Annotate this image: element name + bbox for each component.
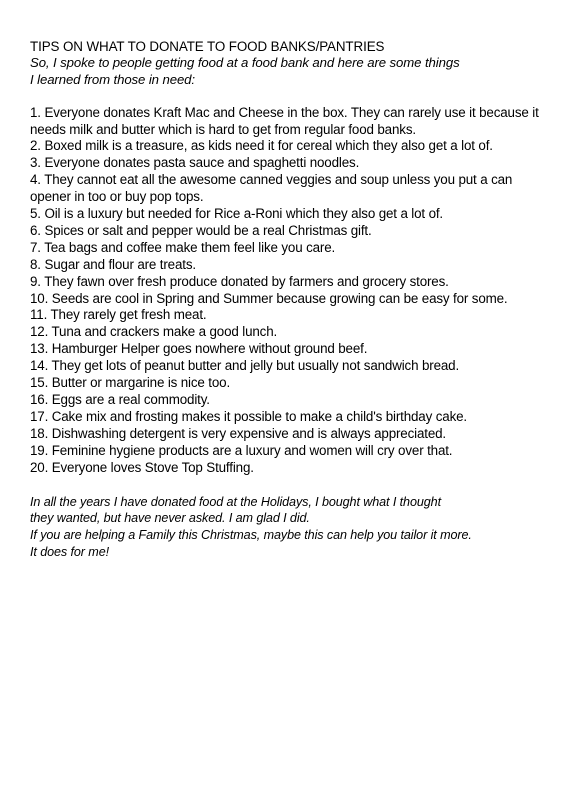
tip-item: 18. Dishwashing detergent is very expensive and is always appreciated. xyxy=(30,425,447,441)
closing-line-1: In all the years I have donated food at the Holidays, I bought what I thought xyxy=(30,494,441,509)
tip-item: 14. They get lots of peanut butter and jelly but usually not sandwich bread. xyxy=(30,358,460,374)
closing-line-3: If you are helping a Family this Christmas, maybe this can help you tailor it more. xyxy=(30,528,472,543)
tip-item: 17. Cake mix and frosting makes it possible to make a child's birthday cake. xyxy=(30,408,467,424)
closing-line-2: they wanted, but have never asked. I am glad I did. xyxy=(30,511,310,526)
tip-item: 7. Tea bags and coffee make them feel like you care. xyxy=(30,239,336,255)
intro-line-1: So, I spoke to people getting food at a food bank and here are some things xyxy=(30,55,460,70)
tip-item: 16. Eggs are a real commodity. xyxy=(30,392,210,407)
tip-item: 4. They cannot eat all the awesome canned veggies and soup unless you put a can opener in too or buy pop tops. xyxy=(30,172,513,205)
tip-item: 5. Oil is a luxury but needed for Rice a-Roni which they also get a lot of. xyxy=(30,206,444,222)
tip-item: 2. Boxed milk is a treasure, as kids need it for cereal which they also get a lot of. xyxy=(30,138,493,154)
tips-list xyxy=(30,105,550,477)
tip-item: 6. Spices or salt and pepper would be a real Christmas gift. xyxy=(30,222,372,238)
tip-item: 15. Butter or margarine is nice too. xyxy=(30,375,231,391)
tip-item: 3. Everyone donates pasta sauce and spaghetti noodles. xyxy=(30,155,360,171)
tip-item: 1. Everyone donates Kraft Mac and Cheese in the box. They can rarely use it because it needs milk and butter which is hard to get from regular food banks. xyxy=(30,104,539,137)
document-title: TIPS ON WHAT TO DONATE TO FOOD BANKS/PANTRIES xyxy=(30,39,385,54)
tip-item: 13. Hamburger Helper goes nowhere without ground beef. xyxy=(30,341,368,357)
tip-item: 12. Tuna and crackers make a good lunch. xyxy=(30,324,278,340)
tip-item: 9. They fawn over fresh produce donated by farmers and grocery stores. xyxy=(30,273,449,289)
tip-item: 8. Sugar and flour are treats. xyxy=(30,256,196,272)
intro-line-2: I learned from those in need: xyxy=(30,71,195,87)
tip-item: 19. Feminine hygiene products are a luxury and women will cry over that. xyxy=(30,442,453,458)
closing-note xyxy=(30,494,550,562)
document-page xyxy=(30,38,550,561)
closing-line-4: It does for me! xyxy=(30,545,109,560)
tip-item: 11. They rarely get fresh meat. xyxy=(30,307,207,323)
tip-item: 20. Everyone loves Stove Top Stuffing. xyxy=(30,459,254,475)
tip-item: 10. Seeds are cool in Spring and Summer because growing can be easy for some. xyxy=(30,290,508,306)
